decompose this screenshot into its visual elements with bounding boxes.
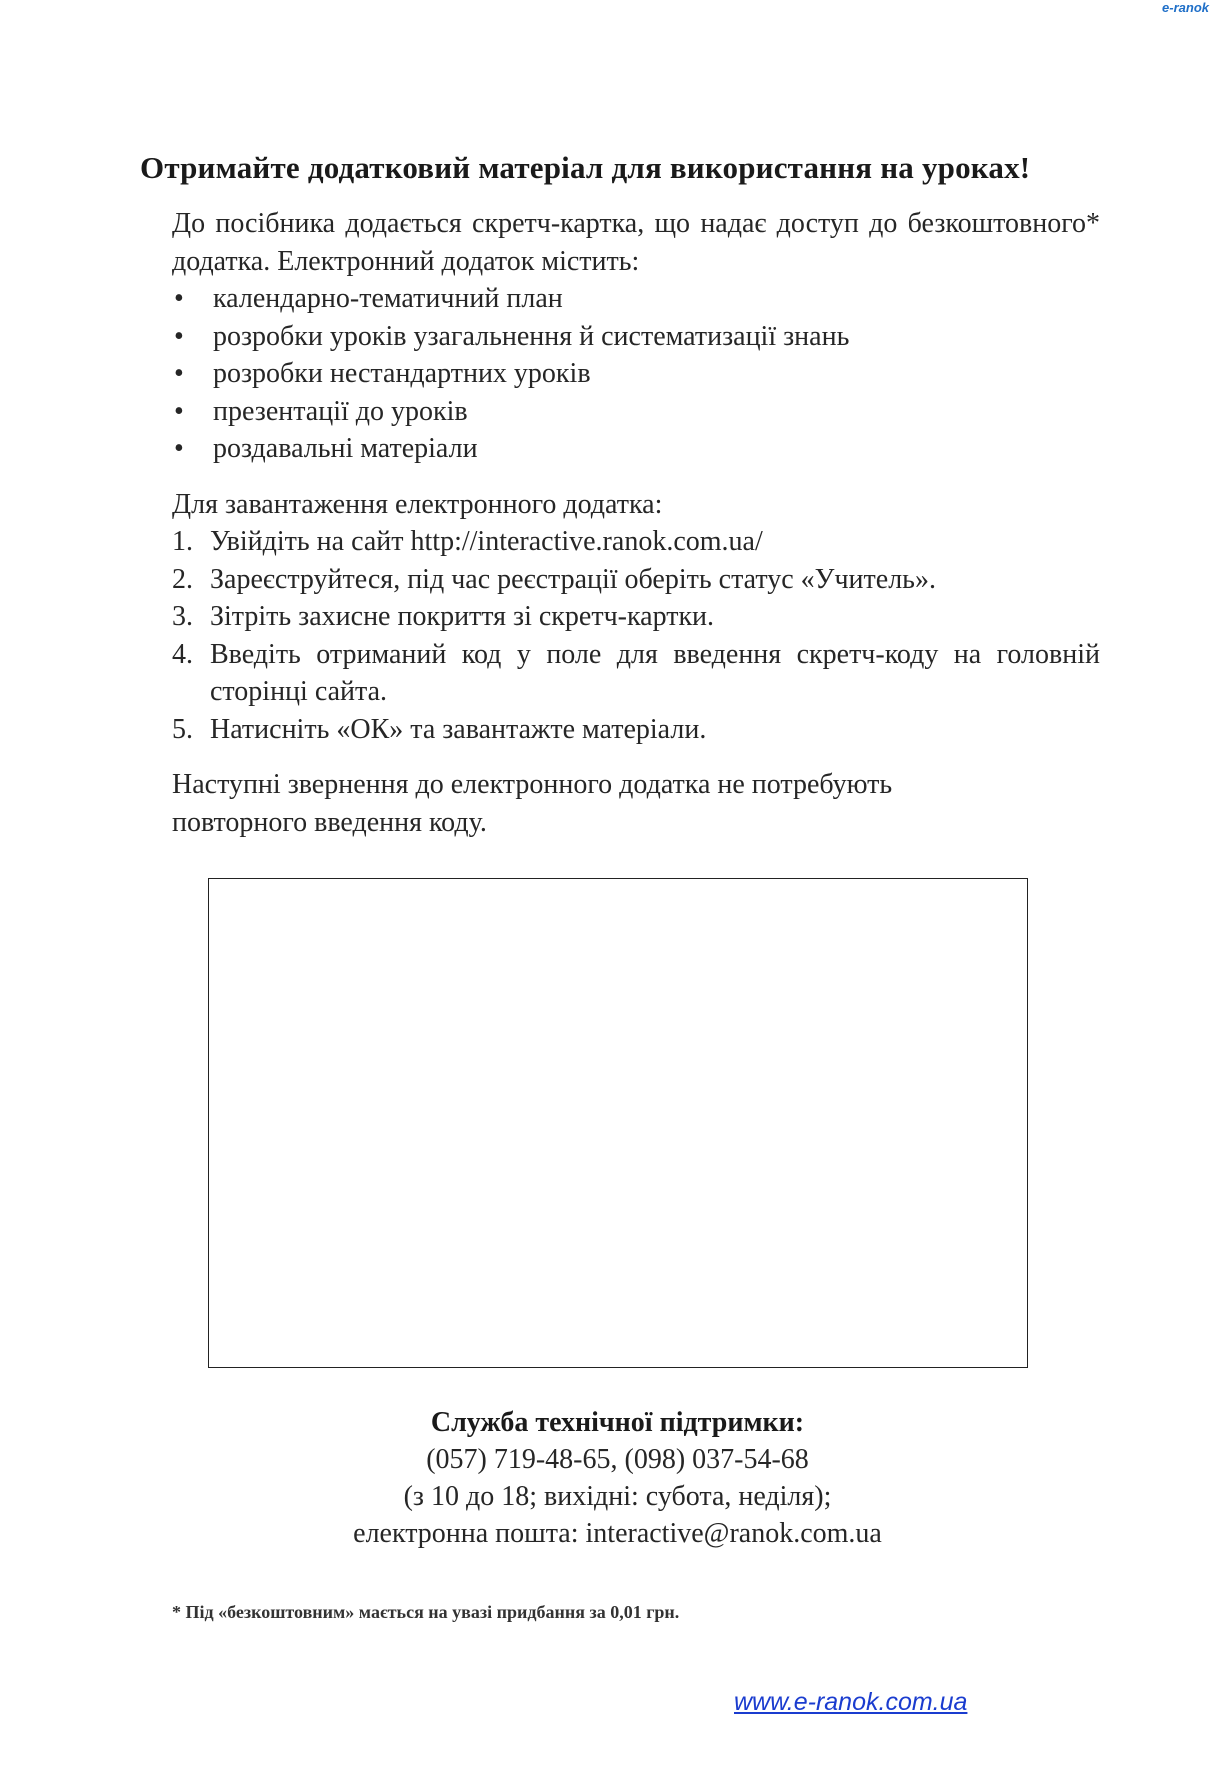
step-item: 4. Введіть отриманий код у поле для введення скретч-коду на головній сторінці сайта. (172, 638, 1100, 707)
support-block (0, 1404, 1213, 1552)
list-item: • розробки нестандартних уроків (172, 355, 1100, 393)
step-item: 3. Зітріть захисне покриття зі скретч-картки. (172, 601, 715, 632)
list-item: • календарно-тематичний план (172, 280, 1100, 318)
list-item: • презентації до уроків (172, 393, 1100, 431)
main-content (172, 205, 1100, 841)
bullet-icon: • (174, 283, 184, 314)
bullet-icon: • (174, 433, 184, 464)
contents-list (172, 280, 1100, 468)
bullet-icon: • (174, 320, 184, 352)
bullet-icon: • (174, 358, 184, 389)
download-heading: Для завантаження електронного додатка: (172, 488, 663, 520)
step-item: 1. Увійдіть на сайт http://interactive.ranok.com.ua/ (172, 526, 763, 557)
step-item: 5. Натисніть «ОК» та завантажте матеріали. (172, 713, 707, 745)
publisher-logo: e-ranok (1162, 0, 1209, 15)
note-paragraph: Наступні звернення до електронного додатка не потребують повторного введення коду. (172, 769, 893, 838)
support-heading: Служба технічної підтримки: (430, 1407, 805, 1438)
scratch-card-placeholder (208, 878, 1028, 1368)
footnote: * Під «безкоштовним» мається на увазі придбання за 0,01 грн. (172, 1602, 680, 1622)
list-item: • розробки уроків узагальнення й систематизації знань (172, 318, 1100, 356)
page-title: Отримайте додатковий матеріал для використання на уроках! (140, 150, 1031, 185)
list-item: • роздавальні матеріали (172, 430, 1100, 468)
support-hours: (з 10 до 18; вихідні: субота, неділя); (403, 1481, 832, 1512)
step-item: 2. Зареєструйтеся, під час реєстрації оберіть статус «Учитель». (172, 563, 936, 595)
intro-paragraph: До посібника додається скретч-картка, що надає доступ до безкоштовного* додатка. Електронний додаток містить: (172, 208, 1100, 277)
support-phones: (057) 719-48-65, (098) 037-54-68 (426, 1444, 809, 1475)
support-email: електронна пошта: interactive@ranok.com.ua (353, 1518, 882, 1549)
website-link[interactable]: www.e-ranok.com.ua (734, 1688, 968, 1716)
steps-list (172, 523, 1100, 748)
bullet-icon: • (174, 395, 184, 427)
